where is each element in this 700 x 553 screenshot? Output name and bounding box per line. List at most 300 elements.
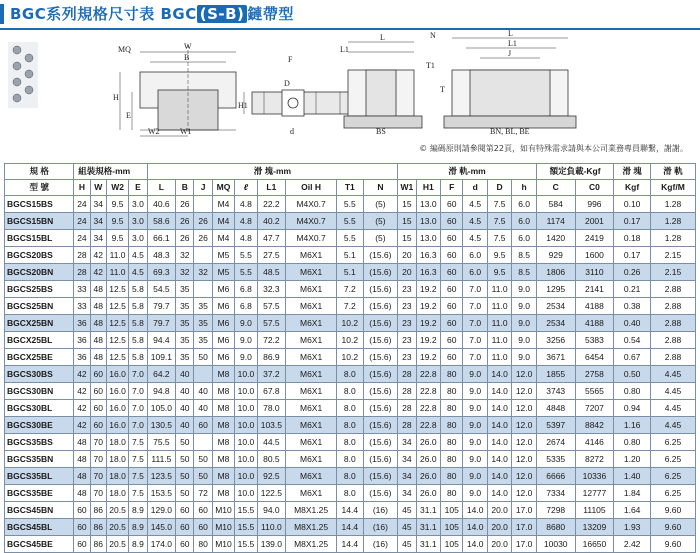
value-cell: 7.5	[487, 196, 511, 213]
value-cell: 17.0	[512, 519, 537, 536]
column-header: ℓ	[235, 180, 257, 196]
value-cell: 18.0	[106, 451, 128, 468]
value-cell: 20.0	[487, 519, 511, 536]
value-cell: (15.6)	[363, 298, 398, 315]
value-cell: 72.2	[257, 332, 286, 349]
note-body: 編碼原則請參閱第22頁，如有特殊需求請與本公司業務專員聯繫，謝謝。	[429, 144, 688, 153]
value-cell: 48.5	[257, 264, 286, 281]
header	[0, 0, 700, 30]
value-cell: 12.0	[512, 434, 537, 451]
value-cell: 105	[441, 502, 463, 519]
value-cell: 10.0	[235, 366, 257, 383]
value-cell: 60	[441, 230, 463, 247]
value-cell: 28	[398, 366, 416, 383]
value-cell: M6X1	[286, 332, 337, 349]
model-cell: BGCS15BL	[5, 230, 74, 247]
table-row	[5, 281, 696, 298]
value-cell: 35	[176, 332, 194, 349]
value-cell: (15.6)	[363, 366, 398, 383]
model-cell: BGCX25BN	[5, 315, 74, 332]
value-cell: M8	[212, 400, 234, 417]
value-cell: 6.0	[512, 213, 537, 230]
value-cell: 10.0	[235, 451, 257, 468]
value-cell: 1.93	[614, 519, 651, 536]
value-cell: 34	[90, 196, 106, 213]
value-cell: 40	[176, 366, 194, 383]
value-cell: 8.0	[337, 434, 363, 451]
value-cell: M8	[212, 468, 234, 485]
value-cell: (5)	[363, 213, 398, 230]
value-cell: M4	[212, 196, 234, 213]
value-cell: 9.5	[106, 196, 128, 213]
th-load: 額定負載-Kgf	[536, 164, 613, 180]
value-cell: M6X1	[286, 366, 337, 383]
value-cell: 9.5	[487, 247, 511, 264]
value-cell: 64.2	[147, 366, 176, 383]
column-header: MQ	[212, 180, 234, 196]
value-cell: 3.0	[129, 213, 147, 230]
value-cell: 5.1	[337, 247, 363, 264]
label-b: B	[184, 53, 190, 62]
value-cell: 1.28	[650, 196, 695, 213]
value-cell: 60	[441, 196, 463, 213]
value-cell: M6X1	[286, 468, 337, 485]
value-cell: 20.5	[106, 502, 128, 519]
value-cell: 60	[90, 417, 106, 434]
value-cell: 70	[90, 451, 106, 468]
value-cell: 12.0	[512, 485, 537, 502]
value-cell: 8842	[575, 417, 614, 434]
value-cell: M4	[212, 213, 234, 230]
value-cell: 4.45	[650, 366, 695, 383]
value-cell: 105	[441, 536, 463, 553]
value-cell: 0.18	[614, 230, 651, 247]
value-cell: 9.0	[235, 315, 257, 332]
value-cell: 3.0	[129, 196, 147, 213]
value-cell: 60	[176, 536, 194, 553]
model-cell: BGCS15BS	[5, 196, 74, 213]
value-cell: 48.3	[147, 247, 176, 264]
value-cell: 9.0	[463, 417, 487, 434]
table-row	[5, 434, 696, 451]
value-cell: 34	[90, 213, 106, 230]
value-cell: 20.5	[106, 536, 128, 553]
value-cell: 9.0	[512, 298, 537, 315]
value-cell: 26.0	[416, 468, 440, 485]
value-cell: 9.0	[235, 332, 257, 349]
title-prefix: BGC系列規格尺寸表 BGC	[10, 5, 197, 23]
value-cell: 70	[90, 485, 106, 502]
table-row	[5, 485, 696, 502]
value-cell: 28	[74, 264, 90, 281]
value-cell: 7.0	[129, 383, 147, 400]
value-cell: 54.5	[147, 281, 176, 298]
value-cell: 9.5	[106, 213, 128, 230]
value-cell: 3110	[575, 264, 614, 281]
value-cell: 10.0	[235, 400, 257, 417]
value-cell: 35	[176, 298, 194, 315]
table-row	[5, 536, 696, 553]
value-cell: 28	[398, 417, 416, 434]
value-cell: 103.5	[257, 417, 286, 434]
chain-retainer-photo	[8, 42, 38, 108]
value-cell: 15.5	[235, 536, 257, 553]
model-cell: BGCS45BL	[5, 519, 74, 536]
table-row	[5, 519, 696, 536]
front-view-drawing	[120, 44, 236, 136]
value-cell: 14.0	[487, 451, 511, 468]
value-cell: 80	[441, 434, 463, 451]
value-cell: 5.5	[337, 196, 363, 213]
value-cell: 78.0	[257, 400, 286, 417]
value-cell: 28	[74, 247, 90, 264]
value-cell: 86	[90, 502, 106, 519]
value-cell: M6X1	[286, 417, 337, 434]
value-cell: 12.0	[512, 383, 537, 400]
value-cell: 3256	[536, 332, 575, 349]
value-cell: M8	[212, 417, 234, 434]
value-cell: 28	[398, 383, 416, 400]
value-cell: 26	[176, 230, 194, 247]
value-cell: (15.6)	[363, 468, 398, 485]
value-cell: 8.0	[337, 400, 363, 417]
value-cell	[194, 434, 212, 451]
value-cell: M8X1.25	[286, 536, 337, 553]
value-cell: 60	[194, 417, 212, 434]
value-cell: M6X1	[286, 247, 337, 264]
model-cell: BGCS30BS	[5, 366, 74, 383]
value-cell: 8.0	[337, 417, 363, 434]
label-mq: MQ	[118, 45, 131, 54]
value-cell: 80	[441, 451, 463, 468]
value-cell: M5	[212, 264, 234, 281]
value-cell: 11.0	[487, 298, 511, 315]
value-cell: 7.5	[129, 434, 147, 451]
value-cell: 13209	[575, 519, 614, 536]
value-cell: 9.0	[512, 315, 537, 332]
value-cell: (15.6)	[363, 315, 398, 332]
value-cell: 34	[398, 468, 416, 485]
value-cell: 16.3	[416, 264, 440, 281]
th-block: 滑 塊-mm	[147, 164, 398, 180]
value-cell: 33	[74, 298, 90, 315]
value-cell: 60	[74, 502, 90, 519]
value-cell: 23	[398, 349, 416, 366]
value-cell: 2534	[536, 315, 575, 332]
value-cell: 14.0	[463, 519, 487, 536]
table-row	[5, 213, 696, 230]
value-cell: 34	[398, 434, 416, 451]
th-assembly: 組裝規格-mm	[74, 164, 147, 180]
table-row	[5, 383, 696, 400]
value-cell: 14.0	[487, 366, 511, 383]
value-cell: 23	[398, 298, 416, 315]
value-cell: 4.45	[650, 417, 695, 434]
value-cell: 12.0	[512, 417, 537, 434]
label-l1-bs: L1	[340, 45, 349, 54]
label-t1: T1	[426, 61, 435, 70]
value-cell: 60	[90, 400, 106, 417]
value-cell: 40.2	[257, 213, 286, 230]
value-cell: 10.0	[235, 383, 257, 400]
table-row	[5, 468, 696, 485]
value-cell: 4.5	[463, 230, 487, 247]
value-cell: 5.1	[337, 264, 363, 281]
model-cell: BGCS30BN	[5, 383, 74, 400]
value-cell: 60	[441, 213, 463, 230]
value-cell: 0.40	[614, 315, 651, 332]
value-cell: 9.5	[487, 264, 511, 281]
value-cell: 6454	[575, 349, 614, 366]
value-cell: 1.16	[614, 417, 651, 434]
value-cell: 12.5	[106, 315, 128, 332]
th-model: 型 號	[5, 180, 74, 196]
value-cell: 17.0	[512, 536, 537, 553]
value-cell: 3671	[536, 349, 575, 366]
value-cell: 60	[441, 298, 463, 315]
value-cell: 4.5	[463, 196, 487, 213]
value-cell: 26	[194, 230, 212, 247]
value-cell: 8.9	[129, 519, 147, 536]
value-cell: 35	[194, 298, 212, 315]
value-cell: M6X1	[286, 451, 337, 468]
value-cell: M10	[212, 536, 234, 553]
value-cell: 12.0	[512, 468, 537, 485]
value-cell: 2.88	[650, 332, 695, 349]
value-cell: 22.8	[416, 400, 440, 417]
value-cell: 0.50	[614, 366, 651, 383]
value-cell: 1600	[575, 247, 614, 264]
value-cell: M10	[212, 502, 234, 519]
value-cell: 18.0	[106, 485, 128, 502]
value-cell: 5565	[575, 383, 614, 400]
value-cell: 0.17	[614, 247, 651, 264]
value-cell: (15.6)	[363, 332, 398, 349]
value-cell: (15.6)	[363, 434, 398, 451]
spec-table-body	[5, 196, 696, 553]
value-cell: 16.3	[416, 247, 440, 264]
model-cell: BGCS35BL	[5, 468, 74, 485]
value-cell: 129.0	[147, 502, 176, 519]
value-cell: 79.7	[147, 315, 176, 332]
model-cell: BGCS35BS	[5, 434, 74, 451]
value-cell: 7.5	[487, 230, 511, 247]
value-cell: M6	[212, 332, 234, 349]
column-header: C	[536, 180, 575, 196]
value-cell: 22.8	[416, 383, 440, 400]
value-cell: 42	[90, 247, 106, 264]
value-cell: 45	[398, 519, 416, 536]
value-cell: 10.0	[235, 434, 257, 451]
value-cell: 5.8	[129, 281, 147, 298]
value-cell: 35	[194, 315, 212, 332]
value-cell: 7334	[536, 485, 575, 502]
value-cell: 5.8	[129, 298, 147, 315]
value-cell: M5	[212, 247, 234, 264]
value-cell: 7.0	[463, 315, 487, 332]
value-cell: 4188	[575, 298, 614, 315]
value-cell: 42	[90, 264, 106, 281]
value-cell: (5)	[363, 230, 398, 247]
value-cell: 0.80	[614, 383, 651, 400]
value-cell: M10	[212, 519, 234, 536]
value-cell: 60	[441, 315, 463, 332]
table-group-header	[5, 164, 696, 180]
value-cell: 5383	[575, 332, 614, 349]
value-cell: 9.0	[463, 383, 487, 400]
value-cell: 22.8	[416, 417, 440, 434]
column-header: E	[129, 180, 147, 196]
value-cell: 48	[90, 315, 106, 332]
model-cell: BGCS45BN	[5, 502, 74, 519]
value-cell: 22.8	[416, 366, 440, 383]
value-cell: 1420	[536, 230, 575, 247]
label-w2: W2	[148, 127, 160, 136]
value-cell: 7.0	[463, 349, 487, 366]
table-row	[5, 400, 696, 417]
value-cell: 26	[194, 213, 212, 230]
value-cell: 2.15	[650, 247, 695, 264]
value-cell	[194, 281, 212, 298]
value-cell: 9.0	[463, 400, 487, 417]
value-cell: 13.0	[416, 213, 440, 230]
column-header: h	[512, 180, 537, 196]
value-cell: 111.5	[147, 451, 176, 468]
value-cell: 86	[90, 519, 106, 536]
table-row	[5, 230, 696, 247]
label-n: N	[430, 31, 436, 40]
value-cell: 33	[74, 281, 90, 298]
value-cell: 50	[176, 485, 194, 502]
value-cell: 1806	[536, 264, 575, 281]
column-header: W	[90, 180, 106, 196]
value-cell: 70	[90, 434, 106, 451]
column-header: H	[74, 180, 90, 196]
value-cell: (15.6)	[363, 485, 398, 502]
value-cell	[194, 247, 212, 264]
column-header: F	[441, 180, 463, 196]
value-cell: 11.0	[487, 349, 511, 366]
value-cell: 4.45	[650, 383, 695, 400]
value-cell: 10.2	[337, 315, 363, 332]
value-cell: (15.6)	[363, 451, 398, 468]
value-cell: 40	[176, 383, 194, 400]
value-cell: (15.6)	[363, 247, 398, 264]
value-cell: 42	[74, 383, 90, 400]
value-cell: 8.9	[129, 536, 147, 553]
value-cell: 584	[536, 196, 575, 213]
value-cell: 7.5	[129, 451, 147, 468]
rail-side-view-drawing	[244, 90, 362, 116]
value-cell: 12.5	[106, 298, 128, 315]
value-cell: 47.7	[257, 230, 286, 247]
value-cell: 20	[398, 264, 416, 281]
value-cell: 105	[441, 519, 463, 536]
value-cell: (15.6)	[363, 264, 398, 281]
column-header: N	[363, 180, 398, 196]
value-cell: 109.1	[147, 349, 176, 366]
value-cell: 7.0	[463, 298, 487, 315]
value-cell: M6X1	[286, 434, 337, 451]
value-cell: 11.0	[106, 247, 128, 264]
value-cell: 174.0	[147, 536, 176, 553]
value-cell: 45	[398, 502, 416, 519]
column-header: Kgf/M	[650, 180, 695, 196]
value-cell: 5.5	[235, 247, 257, 264]
column-header: D	[487, 180, 511, 196]
value-cell: M4	[212, 230, 234, 247]
value-cell: 40	[194, 400, 212, 417]
value-cell: 19.2	[416, 332, 440, 349]
value-cell: 14.0	[487, 417, 511, 434]
label-bn: BN, BL, BE	[490, 127, 530, 136]
value-cell: 23	[398, 281, 416, 298]
value-cell: 7.5	[129, 485, 147, 502]
value-cell: M8	[212, 366, 234, 383]
value-cell: 14.4	[337, 536, 363, 553]
value-cell: 8.0	[337, 366, 363, 383]
value-cell: 122.5	[257, 485, 286, 502]
model-cell: BGCX25BL	[5, 332, 74, 349]
model-cell: BGCS30BL	[5, 400, 74, 417]
value-cell: 50	[194, 468, 212, 485]
value-cell: 31.1	[416, 519, 440, 536]
value-cell: M6X1	[286, 383, 337, 400]
value-cell: 11.0	[487, 281, 511, 298]
column-header: L1	[257, 180, 286, 196]
value-cell: 1.20	[614, 451, 651, 468]
value-cell: 80	[441, 366, 463, 383]
value-cell: 50	[176, 468, 194, 485]
value-cell: 7.5	[129, 468, 147, 485]
value-cell: (16)	[363, 502, 398, 519]
model-cell: BGCS25BN	[5, 298, 74, 315]
value-cell: 7.0	[129, 366, 147, 383]
value-cell: 2758	[575, 366, 614, 383]
value-cell: (16)	[363, 536, 398, 553]
value-cell: 14.0	[487, 383, 511, 400]
value-cell: 72	[194, 485, 212, 502]
column-header: C0	[575, 180, 614, 196]
value-cell: 12.0	[512, 366, 537, 383]
label-bs: BS	[376, 127, 386, 136]
value-cell: 60	[194, 519, 212, 536]
value-cell: 139.0	[257, 536, 286, 553]
value-cell: M6X1	[286, 298, 337, 315]
value-cell: 2534	[536, 298, 575, 315]
label-e: E	[126, 111, 131, 120]
value-cell: 8.5	[512, 247, 537, 264]
column-header: W1	[398, 180, 416, 196]
value-cell: (15.6)	[363, 383, 398, 400]
label-d-lower: d	[290, 127, 294, 136]
value-cell: 12777	[575, 485, 614, 502]
value-cell: M6X1	[286, 349, 337, 366]
value-cell: 9.0	[512, 332, 537, 349]
value-cell: 4.5	[129, 247, 147, 264]
value-cell: 48	[74, 451, 90, 468]
value-cell: 36	[74, 332, 90, 349]
value-cell: 105.0	[147, 400, 176, 417]
value-cell: 48	[90, 281, 106, 298]
value-cell: 27.5	[257, 247, 286, 264]
value-cell: 60	[441, 332, 463, 349]
label-d-upper: D	[284, 79, 290, 88]
value-cell: 48	[74, 485, 90, 502]
value-cell: 2.88	[650, 298, 695, 315]
value-cell: 3.0	[129, 230, 147, 247]
value-cell: 2.88	[650, 281, 695, 298]
